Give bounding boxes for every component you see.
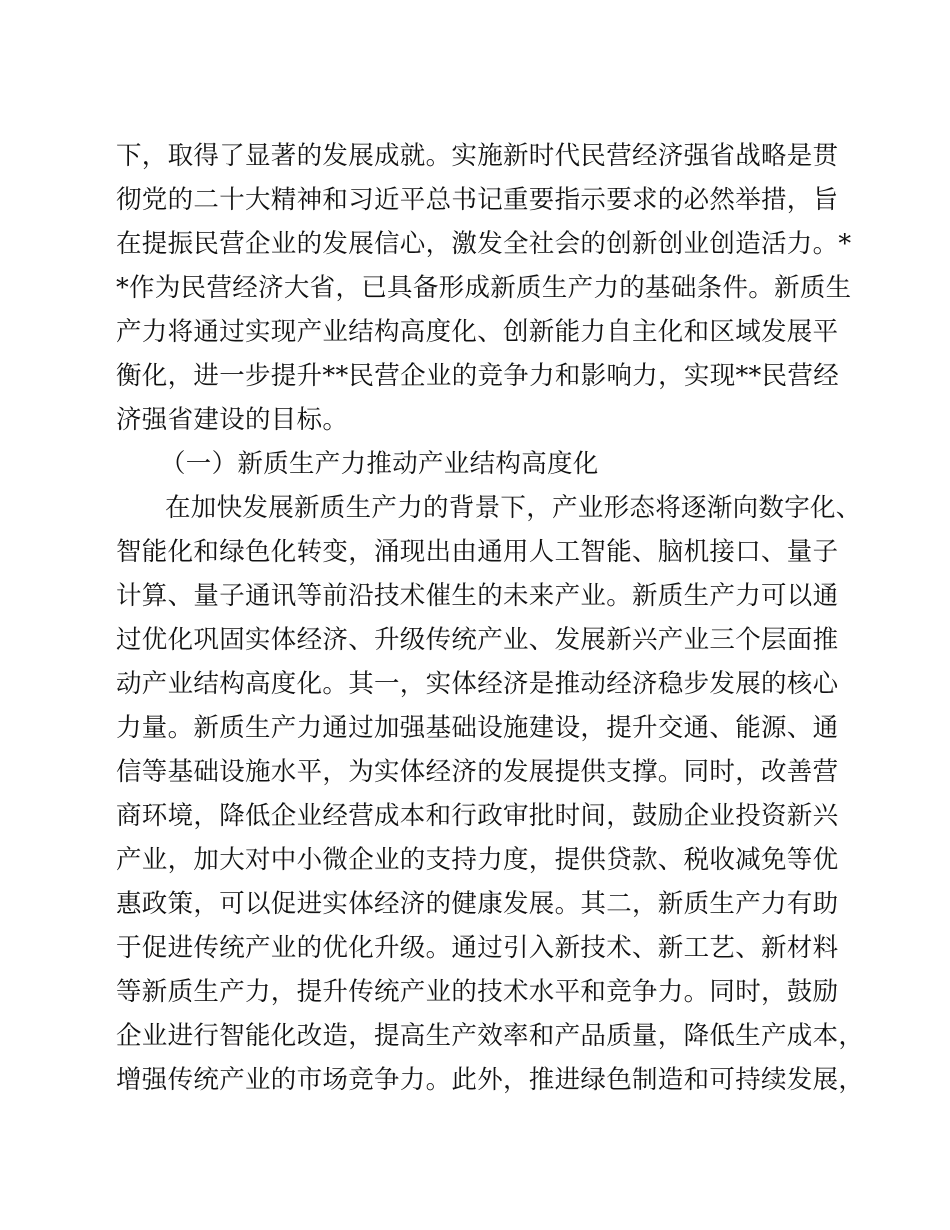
paragraph-2-line-6: 力量。新质生产力通过加强基础设施建设，提升交通、能源、通 <box>116 713 839 743</box>
paragraph-2-line-11: 于促进传统产业的优化升级。通过引入新技术、新工艺、新材料 <box>116 933 839 963</box>
paragraph-2-line-3: 计算、量子通讯等前沿技术催生的未来产业。新质生产力可以通 <box>116 581 839 611</box>
paragraph-1-line-4: *作为民营经济大省，已具备形成新质生产力的基础条件。新质生 <box>116 273 852 303</box>
paragraph-2-line-7: 信等基础设施水平，为实体经济的发展提供支撑。同时，改善营 <box>116 757 839 787</box>
paragraph-2-line-2: 智能化和绿色化转变，涌现出由通用人工智能、脑机接口、量子 <box>116 537 839 567</box>
paragraph-2-line-5: 动产业结构高度化。其一，实体经济是推动经济稳步发展的核心 <box>116 669 839 699</box>
paragraph-2-line-9: 产业，加大对中小微企业的支持力度，提供贷款、税收减免等优 <box>116 845 839 875</box>
paragraph-1-line-6: 衡化，进一步提升**民营企业的竞争力和影响力，实现**民营经 <box>116 361 840 391</box>
paragraph-1-line-2: 彻党的二十大精神和习近平总书记重要指示要求的必然举措，旨 <box>116 185 839 215</box>
paragraph-2-line-14: 增强传统产业的市场竞争力。此外，推进绿色制造和可持续发展， <box>116 1065 865 1095</box>
paragraph-2-line-1: 在加快发展新质生产力的背景下，产业形态将逐渐向数字化、 <box>165 493 862 523</box>
paragraph-1-line-3: 在提振民营企业的发展信心，激发全社会的创新创业创造活力。* <box>116 229 852 259</box>
paragraph-1-line-1: 下，取得了显著的发展成就。实施新时代民营经济强省战略是贯 <box>116 141 839 171</box>
paragraph-1-line-5: 产力将通过实现产业结构高度化、创新能力自主化和区域发展平 <box>116 317 839 347</box>
paragraph-2-line-4: 过优化巩固实体经济、升级传统产业、发展新兴产业三个层面推 <box>116 625 839 655</box>
paragraph-2-line-10: 惠政策，可以促进实体经济的健康发展。其二，新质生产力有助 <box>116 889 839 919</box>
paragraph-2-line-12: 等新质生产力，提升传统产业的技术水平和竞争力。同时，鼓励 <box>116 977 839 1007</box>
paragraph-1-line-7: 济强省建设的目标。 <box>116 405 349 435</box>
paragraph-2-line-13: 企业进行智能化改造，提高生产效率和产品质量，降低生产成本， <box>116 1021 865 1051</box>
paragraph-2-line-8: 商环境，降低企业经营成本和行政审批时间，鼓励企业投资新兴 <box>116 801 839 831</box>
section-heading: （一）新质生产力推动产业结构高度化 <box>160 449 599 479</box>
